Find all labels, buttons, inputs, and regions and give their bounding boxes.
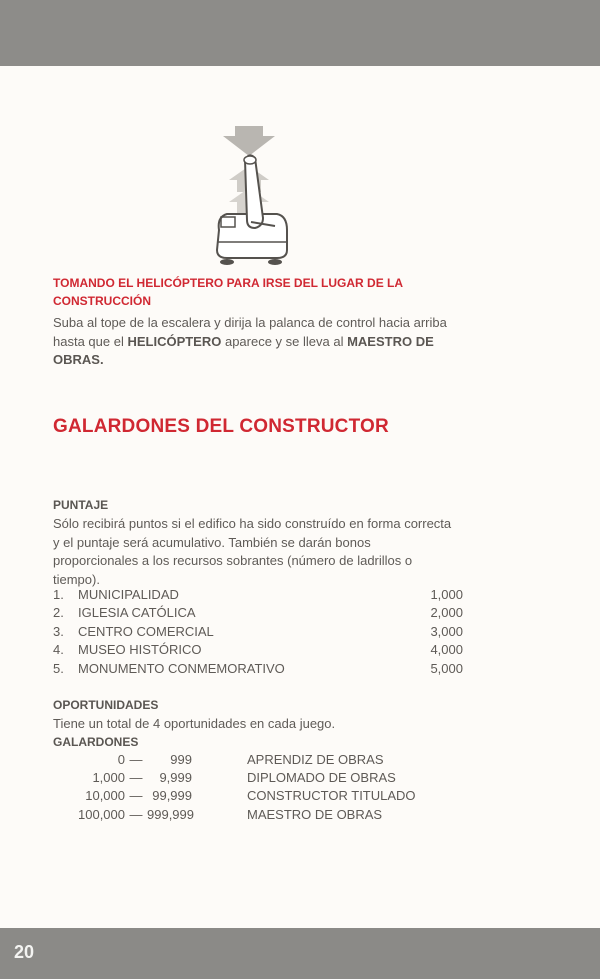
list-item-number: 2. [53,605,64,621]
award-title: MAESTRO DE OBRAS [247,806,383,822]
joystick-up-icon [205,122,300,270]
galardones-heading: GALARDONES [53,735,139,749]
top-band [0,0,600,66]
helicopter-text-b: aparece y se lleva al [221,333,348,349]
oportunidades-heading: OPORTUNIDADES [53,698,159,712]
list-item-label: MONUMENTO CONMEMORATIVO [78,660,285,676]
award-dash: — [129,788,143,804]
list-item-label: MUNICIPALIDAD [78,587,179,602]
list-item-number: 5. [53,660,64,676]
award-from: 10,000 [85,788,125,804]
list-item-number: 4. [53,642,64,658]
table-row [53,769,453,787]
list-item-value: 3,000 [430,623,463,639]
list-item-number: 3. [53,623,64,639]
award-dash: — [129,752,143,767]
helicopter-text-a: Suba al tope de la escalera y dirija la palanca de control hacia arriba hasta que el [53,315,447,349]
list-item-value: 2,000 [430,605,463,621]
helicopter-bold-a: HELICÓPTERO [127,333,222,349]
award-from: 100,000 [78,806,125,822]
table-row [53,806,453,824]
award-title: DIPLOMADO DE OBRAS [247,770,396,786]
awards-table [53,751,453,824]
list-item-value: 4,000 [430,642,463,658]
list-item-label: CENTRO COMERCIAL [78,623,214,639]
page-number: 20 [14,942,35,962]
list-item-label: MUSEO HISTÓRICO [78,642,202,658]
list-item [53,660,463,678]
award-from: 1,000 [92,770,125,786]
award-to: 9,999 [159,770,192,786]
helicopter-bold-b: MAESTRO DE OBRAS. [53,333,434,367]
award-from: 0 [117,752,125,767]
table-row [53,751,453,769]
award-to: 999,999 [147,806,194,822]
bottom-band [0,928,600,979]
award-dash: — [129,806,143,822]
award-dash: — [129,770,143,786]
list-item [53,604,463,622]
list-item-number: 1. [53,587,64,602]
puntaje-heading: PUNTAJE [53,498,109,512]
award-to: 99,999 [152,788,192,804]
list-item-value: 1,000 [430,587,463,602]
section-title: GALARDONES DEL CONSTRUCTOR [53,416,389,437]
helicopter-paragraph [53,314,463,370]
score-list [53,586,463,678]
list-item-label: IGLESIA CATÓLICA [78,605,196,621]
award-title: APRENDIZ DE OBRAS [247,752,384,767]
table-row [53,787,453,805]
helicopter-heading: TOMANDO EL HELICÓPTERO PARA IRSE DEL LUGAR DE LA CONSTRUCCIÓN [53,276,403,308]
list-item [53,623,463,641]
oportunidades-text: Tiene un total de 4 oportunidades en cada juego. [53,716,336,731]
list-item [53,641,463,659]
list-item [53,586,463,604]
puntaje-paragraph: Sólo recibirá puntos si el edifico ha sido construído en forma correcta y el puntaje será acumulativo. También se darán bonos proporcionales a los recursos sobrantes (número de ladrillos o tiempo). [53,516,452,587]
award-to: 999 [170,752,192,767]
list-item-value: 5,000 [430,660,463,676]
award-title: CONSTRUCTOR TITULADO [247,788,416,804]
